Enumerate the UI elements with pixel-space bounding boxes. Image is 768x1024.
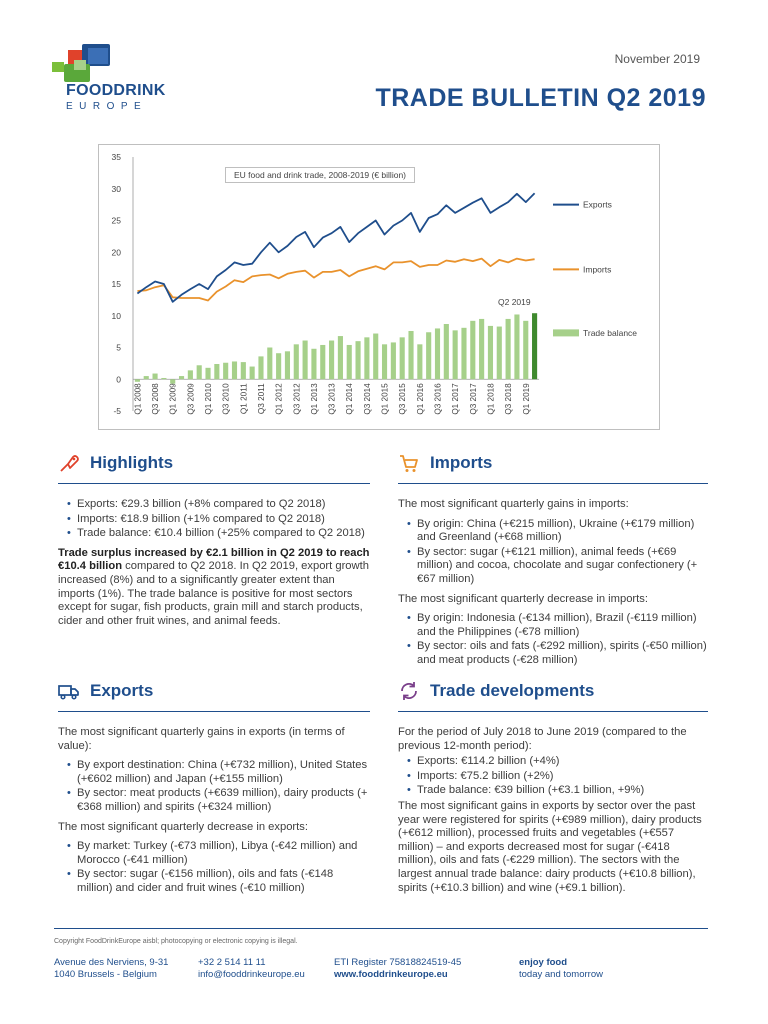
trade-balance-bar: [479, 319, 484, 379]
chart-title: EU food and drink trade, 2008-2019 (€ billion): [225, 167, 415, 183]
trade-balance-bar: [408, 331, 413, 379]
trade-balance-bar: [197, 365, 202, 379]
y-tick-label: 35: [111, 152, 121, 162]
x-tick-label: Q3 2017: [468, 383, 478, 415]
list-item: • Imports: €75.2 billion (+2%): [408, 770, 708, 784]
trade-balance-bar: [506, 319, 511, 379]
list-item: • By sector: sugar (+€121 million), animal feeds (+€69 million) and cocoa, chocolate and sugar confectionery (+€67 million): [408, 546, 708, 587]
trade-developments-heading: Trade developments: [430, 681, 595, 700]
y-tick-label: 25: [111, 215, 121, 226]
imports-intro: The most significant quarterly gains in imports:: [398, 498, 629, 510]
trade-balance-bar: [514, 314, 519, 379]
trade-balance-bar: [320, 345, 325, 379]
exports-section: [58, 680, 370, 902]
trade-balance-bar: [461, 328, 466, 379]
trade-balance-bar: [153, 374, 158, 380]
list-item: • Trade balance: €39 billion (+€3.1 billion, +9%): [408, 784, 708, 798]
slogan-line: today and tomorrow: [519, 969, 603, 980]
logo-subline: EUROPE: [66, 101, 148, 112]
legend-label: Exports: [583, 199, 612, 210]
list-item: • By export destination: China (+€732 million), United States (+€602 million) and Japan (+€155 million): [68, 759, 370, 786]
eti-register: ETI Register 75818824519-45: [334, 957, 462, 968]
x-tick-label: Q3 2008: [151, 383, 161, 415]
bulletin-date: November 2019: [614, 52, 700, 66]
trade-balance-bar: [294, 344, 299, 379]
trade-balance-bar: [232, 361, 237, 379]
x-tick-label: Q1 2008: [133, 383, 143, 415]
imports-section: [398, 452, 708, 674]
legend-swatch: [553, 329, 579, 336]
trade-balance-bar: [311, 349, 316, 379]
logo-mark-icon: [52, 44, 112, 84]
trade-balance-bar: [303, 341, 308, 380]
highlights-heading: Highlights: [90, 453, 174, 472]
email-link[interactable]: info@fooddrinkeurope.eu: [198, 969, 305, 980]
x-tick-label: Q1 2019: [521, 383, 531, 415]
trade-balance-bar: [356, 341, 361, 379]
highlights-paragraph: [58, 547, 370, 629]
imports-header: [398, 452, 708, 474]
x-tick-label: Q1 2017: [451, 383, 461, 415]
exports-rule: [58, 711, 370, 712]
truck-icon: [58, 680, 80, 702]
x-tick-label: Q3 2018: [504, 383, 514, 415]
trade-balance-bar: [391, 342, 396, 379]
trade-balance-bar: [179, 376, 184, 379]
highlights-header: [58, 452, 370, 474]
x-tick-label: Q3 2010: [221, 383, 231, 415]
trade-balance-bar: [144, 376, 149, 379]
x-tick-label: Q1 2013: [309, 383, 319, 415]
x-tick-label: Q3 2016: [433, 383, 443, 415]
trade-balance-bar: [347, 345, 352, 379]
trade-balance-bar: [400, 337, 405, 379]
trade-balance-bar: [426, 332, 431, 379]
trade-balance-bar: [417, 344, 422, 379]
trade-chart: [98, 144, 660, 430]
trade-intro: For the period of July 2018 to June 2019 (compared to the previous 12-month period):: [398, 726, 687, 752]
trade-developments-section: [398, 680, 708, 901]
phone-number: +32 2 514 11 11: [198, 957, 266, 968]
x-tick-label: Q1 2010: [204, 383, 214, 415]
legend-label: Imports: [583, 264, 612, 275]
trade-balance-bar: [470, 321, 475, 379]
x-tick-label: Q1 2016: [415, 383, 425, 415]
x-tick-label: Q3 2013: [327, 383, 337, 415]
list-item: • Exports: €114.2 billion (+4%): [408, 755, 708, 769]
x-tick-label: Q3 2011: [256, 383, 266, 415]
trade-balance-bar: [161, 378, 166, 379]
list-item: • Trade balance: €10.4 billion (+25% compared to Q2 2018): [68, 527, 370, 541]
trade-balance-bar: [338, 336, 343, 379]
address-line: Avenue des Nerviens, 9-31: [54, 957, 169, 968]
list-item: • By market: Turkey (-€73 million), Libya (-€42 million) and Morocco (-€41 million): [68, 840, 370, 867]
website-link[interactable]: www.fooddrinkeurope.eu: [334, 969, 448, 980]
footer-register: [334, 957, 461, 981]
trade-balance-bar: [285, 351, 290, 379]
highlights-rule: [58, 483, 370, 484]
exports-intro: The most significant quarterly gains in exports (in terms of value):: [58, 726, 345, 752]
imports-intro-decrease: The most significant quarterly decrease in imports:: [398, 592, 648, 605]
fooddrink-europe-logo: [52, 44, 202, 118]
list-item: • Imports: €18.9 billion (+1% compared to Q2 2018): [68, 513, 370, 527]
highlights-bold-lead: Trade surplus increased by €2.1 billion in Q2 2019 to reach €10.4 billion: [58, 546, 370, 573]
trade-balance-bar: [435, 328, 440, 379]
trade-balance-bar: [364, 337, 369, 379]
trade-balance-bar: [329, 341, 334, 380]
x-tick-label: Q3 2009: [186, 383, 196, 415]
tag-icon: [58, 452, 80, 474]
imports-rule: [398, 483, 708, 484]
imports-series-line: [137, 259, 534, 301]
trade-developments-header: [398, 680, 708, 702]
x-tick-label: Q3 2012: [292, 383, 302, 415]
trade-chart-svg: [99, 145, 659, 429]
x-tick-label: Q1 2012: [274, 383, 284, 415]
y-tick-label: 10: [111, 310, 121, 321]
copyright-notice: Copyright FoodDrinkEurope aisbl; photocopying or electronic copying is illegal.: [54, 938, 298, 945]
list-item: • By sector: sugar (-€156 million), oils and fats (-€148 million) and cider and fruit wines (-€10 million): [68, 868, 370, 895]
q2-2019-annotation: Q2 2019: [498, 297, 531, 307]
trade-balance-bar: [170, 379, 175, 383]
trade-balance-bar: [444, 324, 449, 379]
logo-wordmark: FOODDRINK: [66, 82, 166, 99]
trade-balance-bar: [135, 379, 140, 382]
trade-balance-bar: [532, 313, 537, 379]
trade-balance-bar: [188, 370, 193, 379]
list-item: • Exports: €29.3 billion (+8% compared to Q2 2018): [68, 498, 370, 512]
list-item: • By sector: meat products (+€639 million), dairy products (+€368 million) and spirits (+€324 million): [68, 787, 370, 814]
slogan-line: enjoy food: [519, 957, 568, 968]
address-line: 1040 Brussels - Belgium: [54, 969, 157, 980]
trade-balance-bar: [488, 326, 493, 379]
page-title: TRADE BULLETIN Q2 2019: [375, 84, 706, 112]
x-tick-label: Q1 2014: [345, 383, 355, 415]
footer-slogan: [519, 957, 603, 981]
x-tick-label: Q1 2011: [239, 383, 249, 415]
trade-balance-bar: [382, 344, 387, 379]
exports-heading: Exports: [90, 681, 154, 700]
footer-rule: [54, 928, 708, 929]
x-tick-label: Q1 2015: [380, 383, 390, 415]
y-tick-label: 5: [116, 342, 121, 353]
trade-paragraph: The most significant gains in exports by sector over the past year were registered for spirits (+€989 million), dairy products (+€612 million), processed fruits and vegetables (+€557 million) – and exports decreased most for sugar (-€418 million), oils and fats (-€229 million). The sectors with the largest annual trade balance: dairy products (+€10.8 billion), spirits (+€10.3 billion) and wine (+€9.1 billion).: [398, 799, 702, 894]
y-tick-label: 20: [111, 247, 121, 258]
y-tick-label: 0: [116, 374, 121, 385]
highlights-section: [58, 452, 370, 634]
footer-contact: [198, 957, 305, 981]
x-tick-label: Q1 2009: [168, 383, 178, 415]
trade-balance-bar: [373, 334, 378, 380]
trade-developments-rule: [398, 711, 708, 712]
exports-intro-decrease: The most significant quarterly decrease in exports:: [58, 820, 308, 833]
legend-label: Trade balance: [583, 327, 638, 338]
exports-header: [58, 680, 370, 702]
trade-balance-bar: [523, 321, 528, 379]
trade-balance-bar: [223, 363, 228, 380]
refresh-icon: [398, 680, 420, 702]
footer-address: [54, 957, 168, 981]
y-tick-label: 15: [111, 279, 121, 289]
trade-balance-bar: [276, 353, 281, 379]
list-item: • By origin: Indonesia (-€134 million), Brazil (-€119 million) and the Philippines (-€78 million): [408, 612, 708, 639]
trade-balance-bar: [267, 348, 272, 380]
trade-balance-bar: [241, 362, 246, 379]
imports-heading: Imports: [430, 453, 493, 472]
cart-icon: [398, 452, 420, 474]
y-tick-label: 30: [111, 183, 121, 194]
trade-balance-bar: [250, 367, 255, 380]
highlights-paragraph-text: compared to Q2 2018. In Q2 2019, export growth increased (8%) and to a significantly greater extent than imports (1%). The trade balance is positive for most sectors except for sugar, fish products, grain mill and starch products, cider and other fruit wines, and animal feeds.: [58, 560, 369, 627]
x-tick-label: Q3 2014: [362, 383, 372, 415]
trade-balance-bar: [453, 330, 458, 379]
x-tick-label: Q3 2015: [398, 383, 408, 415]
y-tick-label: -5: [113, 406, 121, 416]
list-item: • By origin: China (+€215 million), Ukraine (+€179 million) and Greenland (+€68 million): [408, 518, 708, 545]
x-tick-label: Q1 2018: [486, 383, 496, 415]
trade-balance-bar: [214, 364, 219, 379]
list-item: • By sector: oils and fats (-€292 million), spirits (-€50 million) and meat products (-€28 million): [408, 640, 708, 667]
trade-balance-bar: [205, 368, 210, 379]
exports-series-line: [137, 193, 534, 302]
trade-balance-bar: [258, 356, 263, 379]
trade-balance-bar: [497, 327, 502, 380]
